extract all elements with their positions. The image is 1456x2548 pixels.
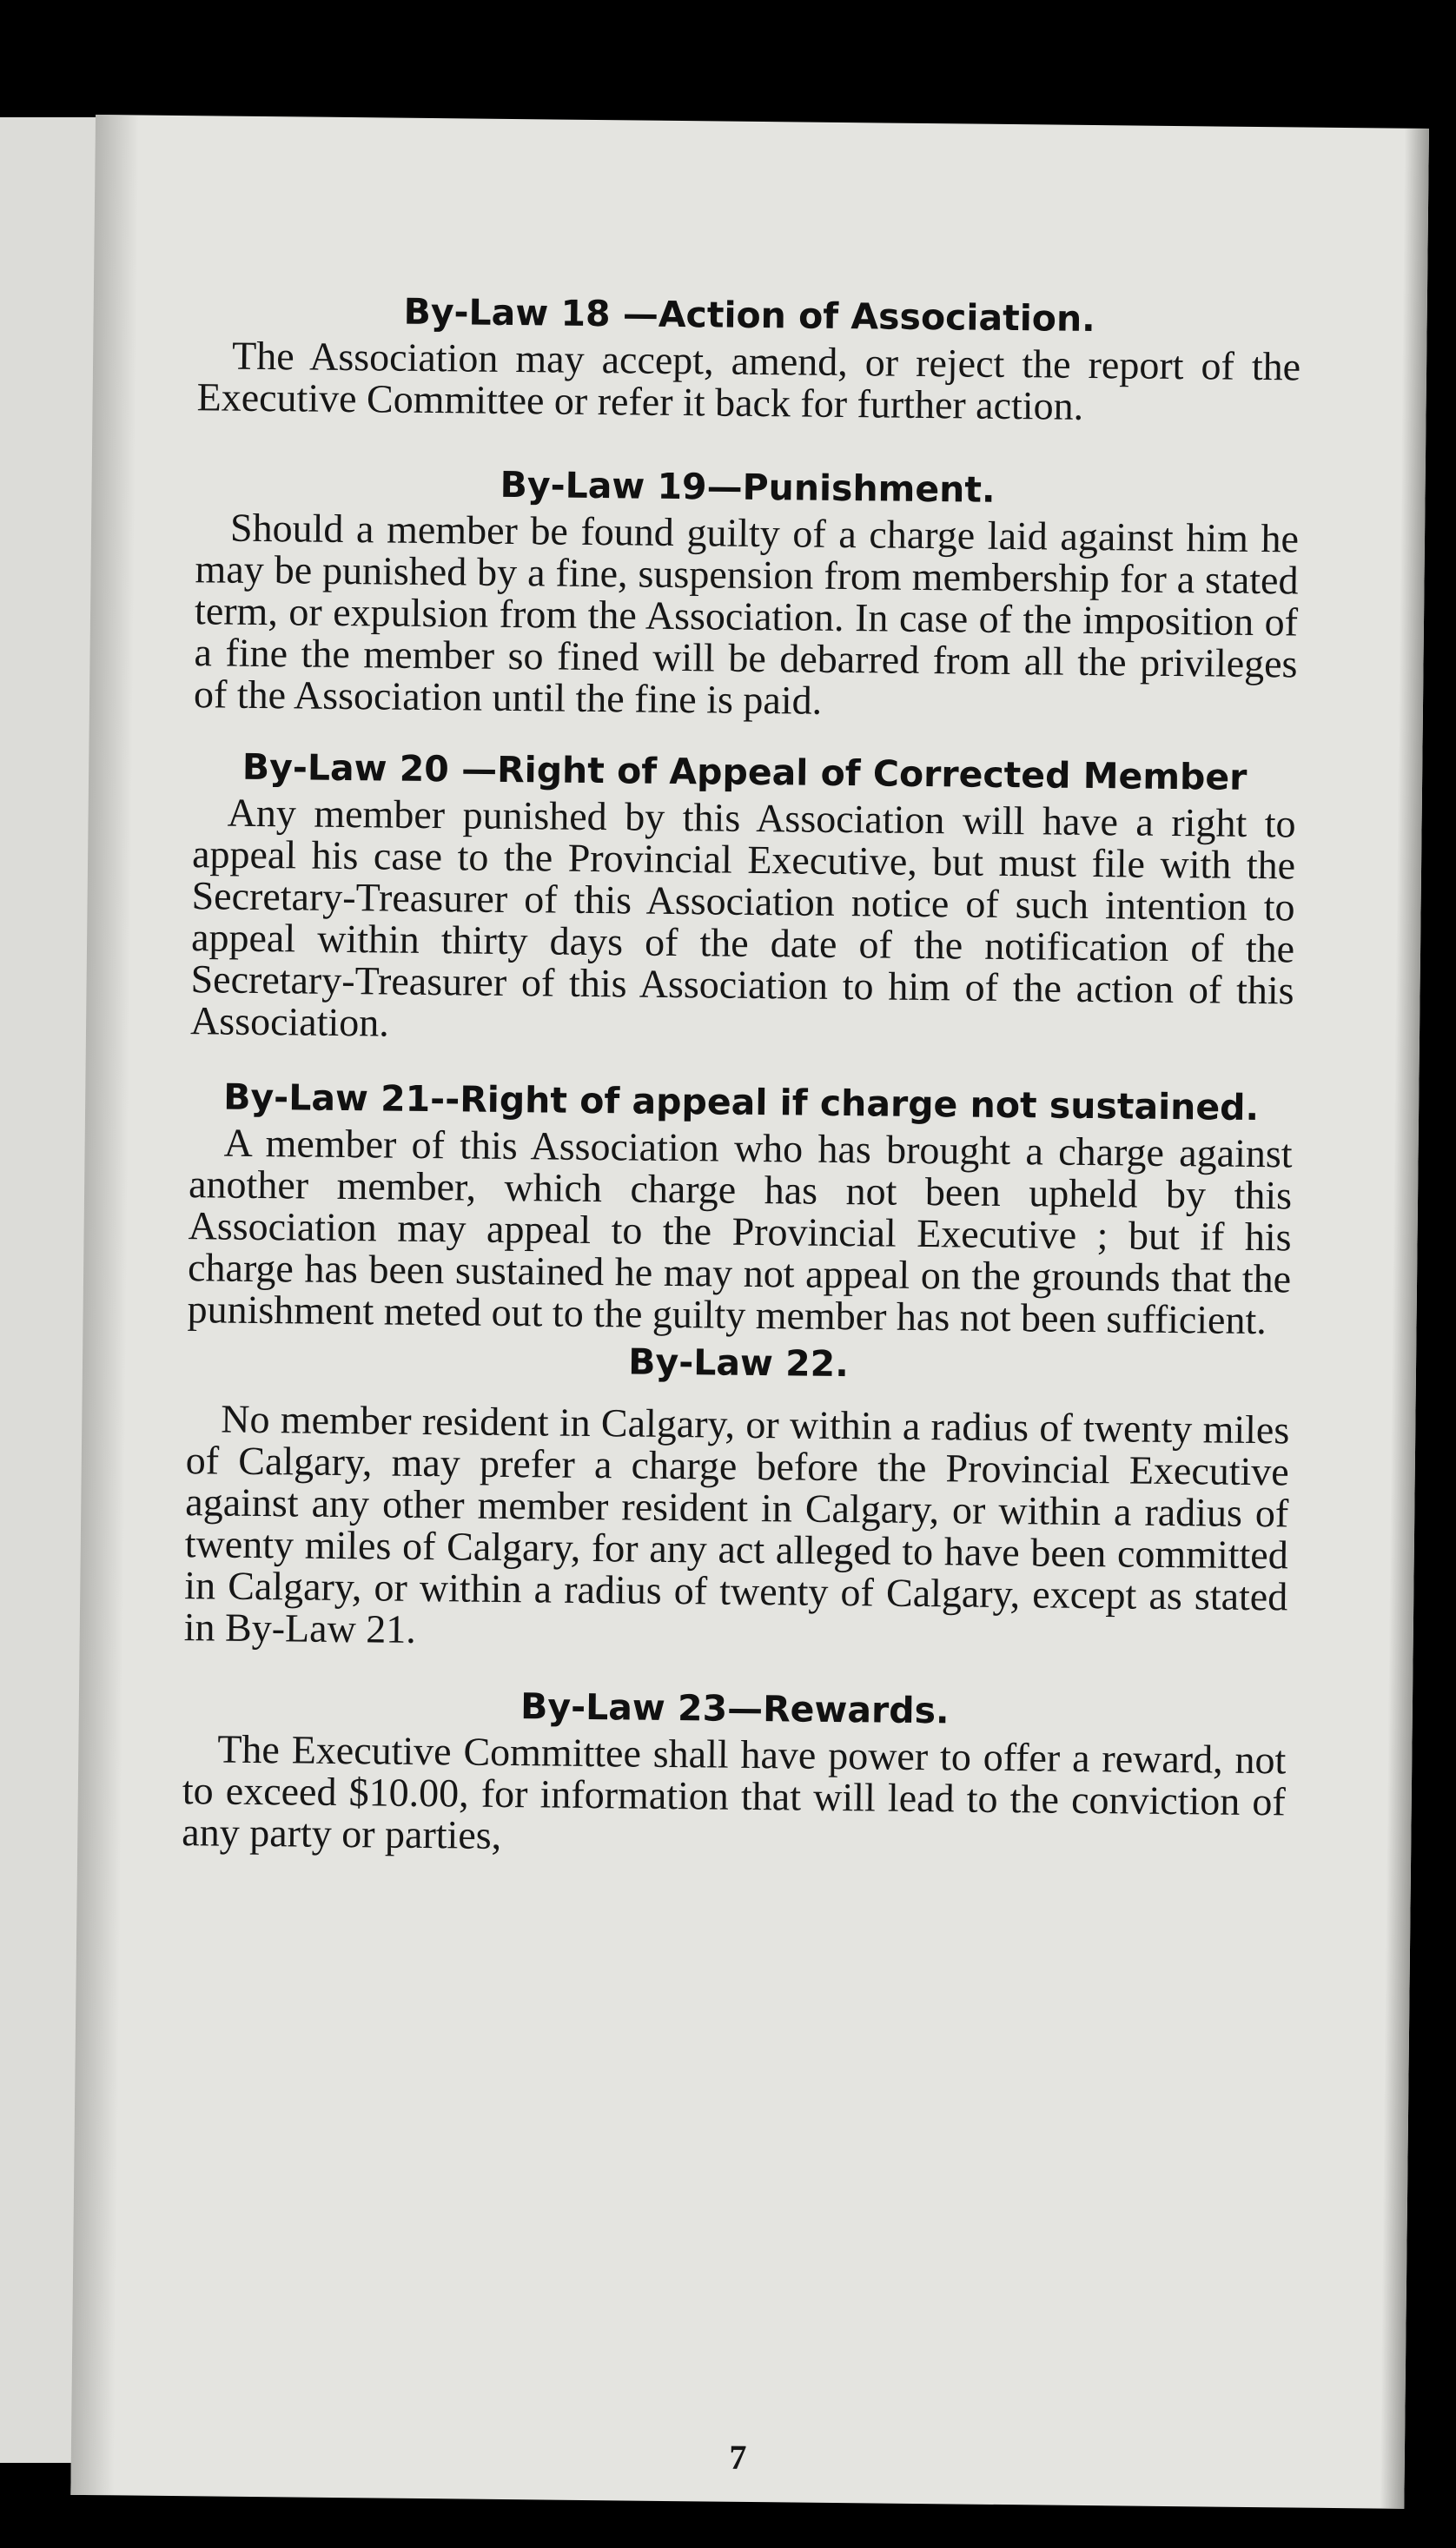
page-edge-shadow: [1380, 129, 1429, 2509]
bylaw-21-text: A member of this Association who has brought a charge against another member, which charge has not been upheld by this Association may appeal to the Provincial Executive ; but if his charge has been sustained he may not appeal on the grounds that the punishment meted out to the guilty member has not been sufficient.: [187, 1120, 1293, 1343]
bylaw-18-section: [196, 289, 1300, 429]
bylaw-23-text: The Executive Committee shall have power to offer a reward, not to exceed $10.00, for information that will lead to the conviction of any party or parties,: [182, 1726, 1287, 1857]
bylaw-19-text: Should a member be found guilty of a charge laid against him he may be punished by a fine, suspension from membership for a stated term, or expulsion from the Association. In case of the imposition of a fine the member so fined will be debarred from all the privileges of the Association until the fine is paid.: [193, 505, 1300, 723]
bylaw-19-section: [194, 461, 1300, 726]
bylaw-23-section: [182, 1683, 1287, 1864]
bylaw-20-heading: By-Law 20 —Right of Appeal of Corrected Member: [242, 745, 1248, 798]
bylaw-21-heading: By-Law 21--Right of appeal if charge not sustained.: [222, 1075, 1260, 1129]
bylaw-23-heading: By-Law 23—Rewards.: [520, 1685, 950, 1732]
page-content: [182, 289, 1301, 1864]
bylaw-18-heading: By-Law 18 —Action of Association.: [403, 290, 1095, 341]
bylaw-22-heading: By-Law 22.: [627, 1340, 850, 1386]
bylaw-22-section: [184, 1337, 1291, 1659]
bylaw-20-text: Any member punished by this Association will have a right to appeal his case to the Provincial Executive, but must file with the Secretary-Treasurer of this Association notice of such intention to appeal within thirty days of the date of the notification of the Secretary-Treasurer of this Association to him of the action of this Association.: [189, 790, 1296, 1045]
bylaw-22-text: No member resident in Calgary, or within a radius of twenty miles of Calgary, may prefer a charge before the Provincial Executive against any other member resident in Calgary, or within a radius of twenty miles of Calgary, for any act alleged to have been committed in Calgary, or within a radius of twenty of Calgary, except as stated in By-Law 21.: [183, 1396, 1290, 1651]
bylaw-19-heading: By-Law 19—Punishment.: [500, 463, 996, 511]
page-number: 7: [729, 2437, 747, 2477]
document-page: [70, 115, 1429, 2509]
bylaw-20-section: [190, 746, 1296, 1053]
bylaw-21-section: [187, 1076, 1293, 1341]
bylaw-18-text: The Association may accept, amend, or reject the report of the Executive Committee or refer it back for further action.: [196, 333, 1301, 428]
